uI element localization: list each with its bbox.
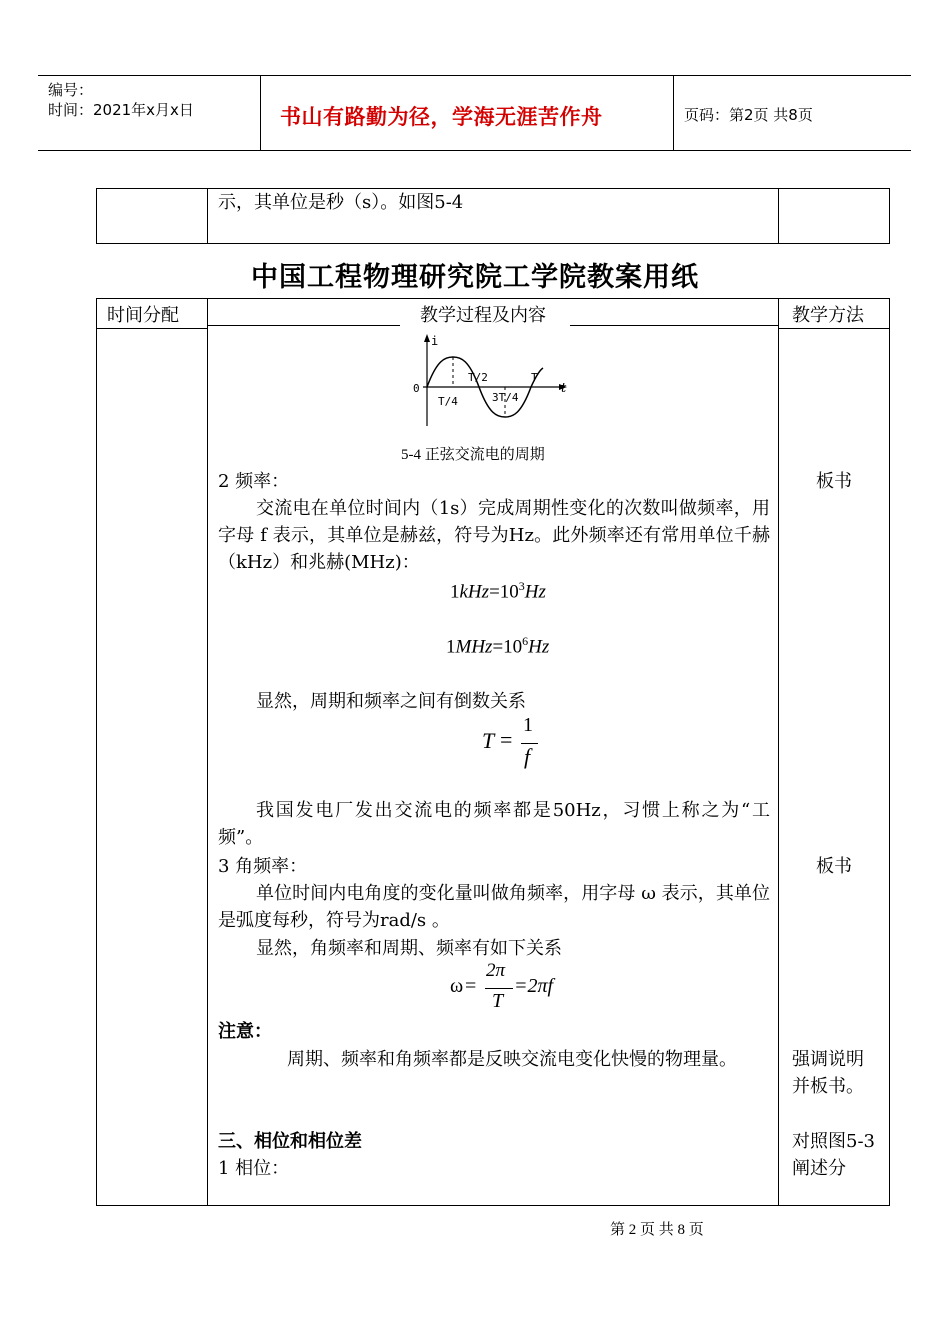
method-compare-figure: 对照图5-3阐述分: [792, 1131, 875, 1179]
angular-frequency-paragraph: 单位时间内电角度的变化量叫做角频率，用字母 ω 表示，其单位是弧度每秒，符号为rad/s 。: [218, 883, 770, 931]
label-quarter-period: T/4: [438, 395, 458, 408]
col-header-time: 时间分配: [107, 305, 179, 326]
eq2-hz: Hz: [528, 636, 550, 658]
note-heading: 注意：: [218, 1021, 272, 1042]
eqW-left: ω: [450, 975, 464, 997]
phase-subheading: 1 相位：: [218, 1158, 290, 1179]
eq1-equals: =10: [489, 581, 519, 603]
phase-heading: 三、相位和相位差: [218, 1131, 362, 1152]
method-emphasize: 强调说明并板书。: [792, 1049, 864, 1097]
header-page-info: 页码：第2页 共8页: [684, 106, 813, 124]
page-footer: 第 2 页 共 8 页: [610, 1222, 704, 1238]
method-blackboard-1: 板书: [816, 471, 852, 492]
eqW-numerator: 2π: [486, 960, 506, 981]
angular-frequency-heading: 3 角频率：: [218, 856, 308, 877]
continuation-table: [96, 188, 890, 244]
equation-period-frequency: [482, 716, 552, 776]
continued-text: 示，其单位是秒（s）。如图5-4: [218, 192, 464, 213]
label-half-period: T/2: [468, 371, 488, 384]
form-title: 中国工程物理研究院工学院教案用纸: [251, 262, 699, 293]
table-col-divider-2: [778, 298, 779, 1205]
header-divider-left: [260, 75, 261, 151]
eq2-unit: MHz: [455, 636, 493, 658]
eqW-equals: =: [465, 975, 477, 997]
note-text: 周期、频率和角频率都是反映交流电变化快慢的物理量。: [287, 1049, 737, 1070]
equation-angular-frequency: [450, 960, 580, 1020]
eq1-exponent: 3: [518, 579, 525, 593]
col-header-method: 教学方法: [792, 305, 864, 326]
equation-khz: [450, 579, 546, 603]
figure-caption: 5-4 正弦交流电的周期: [401, 447, 545, 463]
header-motto: 书山有路勤为径，学海无涯苦作舟: [280, 105, 603, 129]
header-underline-left: [208, 325, 400, 326]
eqW-right: =2πf: [514, 975, 554, 997]
eq2-exponent: 6: [522, 634, 529, 648]
eq1-hz: Hz: [524, 581, 546, 603]
eq1-coefficient: 1: [450, 581, 460, 603]
reciprocal-text: 显然，周期和频率之间有倒数关系: [256, 691, 526, 712]
eqT-denominator: f: [524, 744, 531, 769]
continuation-col-divider-1: [207, 188, 208, 243]
eqW-denominator: T: [492, 990, 504, 1012]
equation-mhz: [446, 634, 549, 658]
eqT-left: T: [482, 728, 495, 753]
angular-frequency-relation: 显然，角频率和周期、频率有如下关系: [256, 938, 562, 959]
eq2-coefficient: 1: [446, 636, 456, 658]
document-number-label: 编号：: [48, 81, 94, 99]
eqT-equals: =: [500, 727, 513, 752]
eqW-fraction-bar: [485, 988, 513, 989]
header-top-rule: [38, 75, 911, 76]
eq1-unit: kHz: [459, 581, 490, 603]
col-header-content: 教学过程及内容: [420, 305, 546, 326]
eqT-numerator: 1: [523, 714, 533, 736]
frequency-heading: 2 频率：: [218, 471, 290, 492]
header-divider-right: [673, 75, 674, 151]
header-bottom-rule: [38, 150, 911, 151]
document-time-label: 时间：2021年x月x日: [48, 101, 194, 119]
label-three-quarter-period: 3T/4: [492, 391, 519, 404]
header-underline-right: [570, 325, 778, 326]
axis-y-label: i: [431, 334, 439, 348]
sine-period-figure: [405, 330, 575, 430]
label-full-period: T: [531, 371, 538, 384]
method-blackboard-2: 板书: [816, 856, 852, 877]
axis-x-label: t: [561, 381, 567, 396]
eq2-equals: =10: [492, 636, 523, 658]
continuation-col-divider-2: [778, 188, 779, 243]
frequency-paragraph: 交流电在单位时间内（1s）完成周期性变化的次数叫做频率，用字母 f 表示，其单位是赫兹，符号为Hz。此外频率还有常用单位千赫（kHz）和兆赫(MHz)：: [218, 498, 770, 573]
origin-label: 0: [413, 382, 420, 395]
table-col-divider-1: [207, 298, 208, 1205]
power-frequency-paragraph: 我国发电厂发出交流电的频率都是50Hz，习惯上称之为“工频”。: [218, 800, 770, 848]
